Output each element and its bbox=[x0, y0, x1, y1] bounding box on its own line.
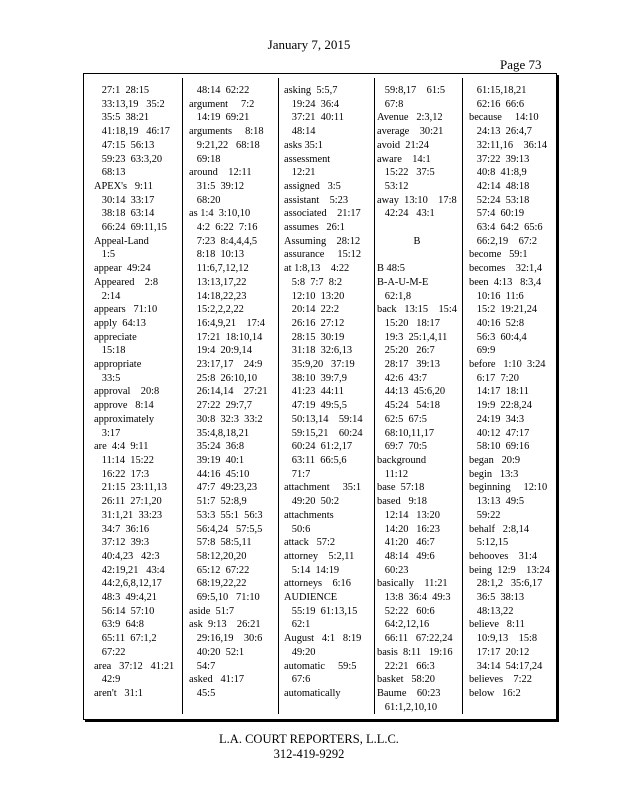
index-entry-line: 44:16 45:10 bbox=[189, 468, 250, 480]
index-entry-line: B-A-U-M-E bbox=[377, 276, 429, 288]
index-entry-line: Avenue 2:3,12 bbox=[377, 112, 443, 124]
index-entry-line: 59:22 bbox=[469, 509, 501, 521]
index-entry-line: Appeared 2:8 bbox=[94, 276, 159, 288]
index-entry-line: 19:3 25:1,4,11 bbox=[377, 331, 448, 343]
index-entry-line: 67:22 bbox=[94, 646, 126, 658]
index-entry-line: 17:21 18:10,14 bbox=[189, 331, 263, 343]
index-entry-line: 35:9,20 37:19 bbox=[284, 359, 355, 371]
index-entry-line: 68:13 bbox=[94, 167, 126, 179]
index-entry-line: 4:2 6:22 7:16 bbox=[189, 222, 258, 234]
index-entry-line: 65:12 67:22 bbox=[189, 564, 250, 576]
index-entry-line: B 48:5 bbox=[377, 263, 406, 275]
index-entry-line: 13:8 36:4 49:3 bbox=[377, 592, 451, 604]
index-entry-line: attorneys 6:16 bbox=[284, 578, 351, 590]
index-entry-line: 69:7 70:5 bbox=[377, 441, 427, 453]
index-entry-line: 44:13 45:6,20 bbox=[377, 386, 446, 398]
footer bbox=[0, 732, 618, 762]
index-entry-line: 14:20 16:23 bbox=[377, 523, 440, 535]
index-entry-line: 36:5 38:13 bbox=[469, 592, 525, 604]
index-entry-line: been 4:13 8:3,4 bbox=[469, 276, 542, 288]
index-entry-line: APEX's 9:11 bbox=[94, 180, 153, 192]
index-entry-line: asked 41:17 bbox=[189, 674, 245, 686]
index-entry-line: begin 13:3 bbox=[469, 468, 519, 480]
index-entry-line: 52:24 53:18 bbox=[469, 194, 530, 206]
court-reporter-phone: 312-419-9292 bbox=[273, 747, 345, 761]
index-entry-line: are 4:4 9:11 bbox=[94, 441, 149, 453]
index-entry-line: 15:2 19:21,24 bbox=[469, 304, 538, 316]
index-entry-line: asks 35:1 bbox=[284, 139, 323, 151]
index-entry-line: 12:10 13:20 bbox=[284, 290, 345, 302]
index-entry-line: base 57:18 bbox=[377, 482, 425, 494]
index-entry-line: 35:5 38:21 bbox=[94, 112, 150, 124]
index-entry-line: aren't 31:1 bbox=[94, 687, 143, 699]
index-entry-line: 49:20 bbox=[284, 646, 316, 658]
index-entry-line: 19:4 20:9,14 bbox=[189, 345, 252, 357]
index-entry-line: behooves 31:4 bbox=[469, 550, 538, 562]
index-entry-line: 26:11 27:1,20 bbox=[94, 496, 162, 508]
index-entry-line: 40:12 47:17 bbox=[469, 427, 530, 439]
index-entry-line: 48:14 49:6 bbox=[377, 550, 435, 562]
index-entry-line: 59:23 63:3,20 bbox=[94, 153, 163, 165]
index-entry-line: 15:22 37:5 bbox=[377, 167, 435, 179]
index-entry-line: 68:20 bbox=[189, 194, 221, 206]
index-entry-line: Baume 60:23 bbox=[377, 687, 441, 699]
index-entry-line: based 9:18 bbox=[377, 496, 427, 508]
index-entry-line: as 1:4 3:10,10 bbox=[189, 208, 251, 220]
index-entry-line: 24:13 26:4,7 bbox=[469, 126, 532, 138]
column-divider bbox=[374, 78, 375, 714]
index-entry-line: 63:11 66:5,6 bbox=[284, 454, 347, 466]
index-entry-line: believes 7:22 bbox=[469, 674, 532, 686]
index-entry-line: 28:17 39:13 bbox=[377, 359, 440, 371]
index-entry-line: assessment bbox=[284, 153, 331, 165]
index-entry-line: 69:9 bbox=[469, 345, 496, 357]
index-entry-line: automatically bbox=[284, 687, 341, 699]
index-entry-line: becomes 32:1,4 bbox=[469, 263, 543, 275]
index-entry-line: 35:4,8,18,21 bbox=[189, 427, 250, 439]
index-entry-line: Assuming 28:12 bbox=[284, 235, 361, 247]
index-entry-line: below 16:2 bbox=[469, 687, 521, 699]
index-entry-line: before 1:10 3:24 bbox=[469, 359, 546, 371]
index-entry-line: 16:22 17:3 bbox=[94, 468, 150, 480]
index-entry-line: believe 8:11 bbox=[469, 619, 525, 631]
index-entry-line: 49:20 50:2 bbox=[284, 496, 340, 508]
index-entry-line: 10:16 11:6 bbox=[469, 290, 524, 302]
index-entry-line: 48:14 bbox=[284, 126, 316, 138]
index-column-4 bbox=[377, 84, 457, 713]
index-entry-line: 69:5,10 71:10 bbox=[189, 592, 260, 604]
index-entry-line: 26:14,14 27:21 bbox=[189, 386, 268, 398]
index-entry-line: 33:13,19 35:2 bbox=[94, 98, 165, 110]
index-entry-line: 45:24 54:18 bbox=[377, 400, 440, 412]
index-entry-line: 11:14 15:22 bbox=[94, 454, 154, 466]
index-entry-line: 10:9,13 15:8 bbox=[469, 633, 538, 645]
index-entry-line: 37:22 39:13 bbox=[469, 153, 530, 165]
index-entry-line: 55:19 61:13,15 bbox=[284, 605, 358, 617]
index-entry-line: 57:4 60:19 bbox=[469, 208, 525, 220]
index-entry-line: 69:18 bbox=[189, 153, 221, 165]
index-entry-line: associated 21:17 bbox=[284, 208, 361, 220]
index-entry-line: 16:4,9,21 17:4 bbox=[189, 317, 265, 329]
index-entry-line: 2:14 bbox=[94, 290, 121, 302]
index-entry-line: 56:4,24 57:5,5 bbox=[189, 523, 263, 535]
index-entry-line: 48:14 62:22 bbox=[189, 85, 250, 96]
index-entry-line: 59:15,21 60:24 bbox=[284, 427, 363, 439]
index-entry-line: become 59:1 bbox=[469, 249, 528, 261]
index-entry-line: 52:22 60:6 bbox=[377, 605, 435, 617]
index-entry-line: 42:24 43:1 bbox=[377, 208, 435, 220]
page-number: Page 73 bbox=[500, 57, 542, 72]
index-entry-line: 51:7 52:8,9 bbox=[189, 496, 247, 508]
index-entry-line: apply 64:13 bbox=[94, 317, 146, 329]
index-entry-line: 34:7 36:16 bbox=[94, 523, 150, 535]
index-entry-line: 41:23 44:11 bbox=[284, 386, 344, 398]
index-entry-line: AUDIENCE bbox=[284, 592, 338, 604]
index-entry-line: 15:18 bbox=[94, 345, 126, 357]
index-entry-line: 56:14 57:10 bbox=[94, 605, 155, 617]
index-entry-line: approve 8:14 bbox=[94, 400, 154, 412]
index-entry-line: 42:6 43:7 bbox=[377, 372, 427, 384]
index-entry-line: 67:6 bbox=[284, 674, 311, 686]
index-entry-line: 34:14 54:17,24 bbox=[469, 660, 543, 672]
index-entry-line: appropriate bbox=[94, 359, 142, 371]
index-entry-line: because 14:10 bbox=[469, 112, 539, 124]
index-entry-line: 65:11 67:1,2 bbox=[94, 633, 157, 645]
index-entry-line: attachments bbox=[284, 509, 334, 521]
index-entry-line: 42:19,21 43:4 bbox=[94, 564, 165, 576]
index-entry-line: 39:19 40:1 bbox=[189, 454, 245, 466]
index-entry-line: 66:2,19 67:2 bbox=[469, 235, 538, 247]
index-entry-line: 30:14 33:17 bbox=[94, 194, 155, 206]
index-entry-line: 31:1,21 33:23 bbox=[94, 509, 163, 521]
index-entry-line: 12:21 bbox=[284, 167, 316, 179]
index-entry-line: 63:9 64:8 bbox=[94, 619, 144, 631]
index-entry-line: argument 7:2 bbox=[189, 98, 255, 110]
index-entry-line: 33:5 bbox=[94, 372, 121, 384]
index-entry-line: at 1:8,13 4:22 bbox=[284, 263, 350, 275]
index-entry-line: 12:14 13:20 bbox=[377, 509, 440, 521]
index-entry-line: 61:1,2,10,10 bbox=[377, 701, 438, 713]
index-entry-line: attack 57:2 bbox=[284, 537, 336, 549]
index-entry-line: 71:7 bbox=[284, 468, 311, 480]
index-entry-line: 50:6 bbox=[284, 523, 311, 535]
index-entry-line: appear 49:24 bbox=[94, 263, 151, 275]
column-divider bbox=[182, 78, 183, 714]
index-entry-line: 62:1 bbox=[284, 619, 311, 631]
index-column-2 bbox=[189, 84, 268, 709]
index-entry-line: 15:20 18:17 bbox=[377, 317, 440, 329]
index-entry-line: 62:1,8 bbox=[377, 290, 412, 302]
index-entry-line: assigned 3:5 bbox=[284, 180, 341, 192]
column-divider bbox=[278, 78, 279, 714]
index-entry-line: 60:23 bbox=[377, 564, 409, 576]
index-entry-line: 50:13,14 59:14 bbox=[284, 413, 363, 425]
index-entry-line: 23:17,17 24:9 bbox=[189, 359, 263, 371]
index-entry-line: 5:14 14:19 bbox=[284, 564, 340, 576]
index-entry-line: 47:15 56:13 bbox=[94, 139, 155, 151]
index-entry-line: 22:21 66:3 bbox=[377, 660, 435, 672]
index-entry-line: 44:2,6,8,12,17 bbox=[94, 578, 162, 590]
index-entry-line: 27:1 28:15 bbox=[94, 85, 150, 96]
index-entry-line: 48:3 49:4,21 bbox=[94, 592, 157, 604]
index-entry-line: 57:8 58:5,11 bbox=[189, 537, 252, 549]
index-entry-line: appreciate bbox=[94, 331, 137, 343]
index-entry-line: basket 58:20 bbox=[377, 674, 436, 686]
index-entry-line: 1:5 bbox=[94, 249, 116, 261]
index-entry-line: 29:16,19 30:6 bbox=[189, 633, 263, 645]
index-entry-line: back 13:15 15:4 bbox=[377, 304, 457, 316]
index-column-5 bbox=[469, 84, 550, 709]
index-entry-line: 40:4,23 42:3 bbox=[94, 550, 160, 562]
index-entry-line: ask 9:13 26:21 bbox=[189, 619, 261, 631]
index-entry-line: background bbox=[377, 454, 427, 466]
index-entry-line: 27:22 29:7,7 bbox=[189, 400, 252, 412]
index-entry-line: 37:12 39:3 bbox=[94, 537, 150, 549]
index-entry-line: 64:2,12,16 bbox=[377, 619, 430, 631]
index-entry-line: August 4:1 8:19 bbox=[284, 633, 362, 645]
index-entry-line: Appeal-Land bbox=[94, 235, 149, 247]
index-entry-line: behalf 2:8,14 bbox=[469, 523, 530, 535]
index-entry-line: 5:12,15 bbox=[469, 537, 509, 549]
index-entry-line: 14:17 18:11 bbox=[469, 386, 529, 398]
index-entry-line: 24:19 34:3 bbox=[469, 413, 525, 425]
index-entry-line: 58:10 69:16 bbox=[469, 441, 530, 453]
letter-section-heading: B bbox=[413, 235, 421, 247]
index-entry-line: attorney 5:2,11 bbox=[284, 550, 355, 562]
index-entry-line: 68:10,11,17 bbox=[377, 427, 435, 439]
index-entry-line: 32:11,16 36:14 bbox=[469, 139, 548, 151]
index-entry-line: 58:12,20,20 bbox=[189, 550, 247, 562]
index-entry-line: being 12:9 13:24 bbox=[469, 564, 550, 576]
index-entry-line bbox=[377, 221, 457, 235]
index-entry-line: avoid 21:24 bbox=[377, 139, 429, 151]
index-entry-line: approximately bbox=[94, 413, 155, 425]
index-entry-line: 62:16 66:6 bbox=[469, 98, 525, 110]
index-entry-line: 41:18,19 46:17 bbox=[94, 126, 170, 138]
index-entry-line: 11:12 bbox=[377, 468, 409, 480]
index-entry-line: 53:3 55:1 56:3 bbox=[189, 509, 263, 521]
index-entry-line: 42:14 48:18 bbox=[469, 180, 530, 192]
index-entry-line: 28:15 30:19 bbox=[284, 331, 345, 343]
index-entry-line: 35:24 36:8 bbox=[189, 441, 245, 453]
index-entry-line: asking 5:5,7 bbox=[284, 85, 338, 96]
index-entry-line: 37:21 40:11 bbox=[284, 112, 344, 124]
column-divider bbox=[462, 78, 463, 714]
index-entry-line: 6:17 7:20 bbox=[469, 372, 519, 384]
index-entry-line: 13:13,17,22 bbox=[189, 276, 247, 288]
index-entry-line: 63:4 64:2 65:6 bbox=[469, 222, 543, 234]
index-entry-line: 15:2,2,2,22 bbox=[189, 304, 244, 316]
index-entry-line: 28:1,2 35:6,17 bbox=[469, 578, 543, 590]
index-entry-line: away 13:10 17:8 bbox=[377, 194, 457, 206]
index-entry-line: arguments 8:18 bbox=[189, 126, 264, 138]
index-columns bbox=[84, 84, 556, 719]
index-entry-line: 66:11 67:22,24 bbox=[377, 633, 453, 645]
index-entry-line: 19:24 36:4 bbox=[284, 98, 340, 110]
index-entry-line: assurance 15:12 bbox=[284, 249, 362, 261]
index-entry-line: 3:17 bbox=[94, 427, 121, 439]
index-entry-line: 31:5 39:12 bbox=[189, 180, 245, 192]
index-entry-line: 13:13 49:5 bbox=[469, 496, 525, 508]
index-entry-line: 40:20 52:1 bbox=[189, 646, 245, 658]
index-entry-line: area 37:12 41:21 bbox=[94, 660, 175, 672]
index-entry-line: aside 51:7 bbox=[189, 605, 235, 617]
index-entry-line: assumes 26:1 bbox=[284, 222, 345, 234]
index-entry-line: 53:12 bbox=[377, 180, 409, 192]
index-entry-line: 68:19,22,22 bbox=[189, 578, 247, 590]
court-reporter-name: L.A. COURT REPORTERS, L.L.C. bbox=[219, 732, 399, 746]
index-entry-line: 45:5 bbox=[189, 687, 216, 699]
index-entry-line: 21:15 23:11,13 bbox=[94, 482, 167, 494]
index-entry-line: 25:20 26:7 bbox=[377, 345, 435, 357]
index-entry-line: 61:15,18,21 bbox=[469, 85, 527, 96]
index-entry-line: 67:8 bbox=[377, 98, 404, 110]
index-entry-line: beginning 12:10 bbox=[469, 482, 548, 494]
index-entry-line: 14:19 69:21 bbox=[189, 112, 250, 124]
index-entry-line: average 30:21 bbox=[377, 126, 444, 138]
index-entry-line: began 20:9 bbox=[469, 454, 521, 466]
index-entry-line: 41:20 46:7 bbox=[377, 537, 435, 549]
index-entry-line: 38:18 63:14 bbox=[94, 208, 155, 220]
date-header: January 7, 2015 bbox=[267, 37, 351, 52]
index-entry-line: 31:18 32:6,13 bbox=[284, 345, 353, 357]
index-entry-line: 56:3 60:4,4 bbox=[469, 331, 527, 343]
index-entry-line: basically 11:21 bbox=[377, 578, 448, 590]
index-entry-line: 42:9 bbox=[94, 674, 121, 686]
index-entry-line: 11:6,7,12,12 bbox=[189, 263, 249, 275]
index-frame bbox=[83, 73, 557, 720]
index-entry-line: 60:24 61:2,17 bbox=[284, 441, 353, 453]
index-entry-line: basis 8:11 19:16 bbox=[377, 646, 453, 658]
index-entry-line: 26:16 27:12 bbox=[284, 317, 345, 329]
index-entry-line: 7:23 8:4,4,4,5 bbox=[189, 235, 258, 247]
index-entry-line: 17:17 20:12 bbox=[469, 646, 530, 658]
index-entry-line: 47:7 49:23,23 bbox=[189, 482, 258, 494]
index-column-3 bbox=[284, 84, 363, 709]
index-entry-line: 8:18 10:13 bbox=[189, 249, 245, 261]
index-entry-line: approval 20:8 bbox=[94, 386, 160, 398]
index-entry-line: 25:8 26:10,10 bbox=[189, 372, 258, 384]
index-entry-line: around 12:11 bbox=[189, 167, 252, 179]
index-entry-line: attachment 35:1 bbox=[284, 482, 362, 494]
index-entry-line: 62:5 67:5 bbox=[377, 413, 427, 425]
index-entry-line: automatic 59:5 bbox=[284, 660, 357, 672]
index-entry-line: 40:8 41:8,9 bbox=[469, 167, 527, 179]
index-entry-line: 30:8 32:3 33:2 bbox=[189, 413, 263, 425]
index-entry-line: 38:10 39:7,9 bbox=[284, 372, 347, 384]
index-entry-line: 20:14 22:2 bbox=[284, 304, 340, 316]
index-entry-line: 40:16 52:8 bbox=[469, 317, 525, 329]
index-entry-line: appears 71:10 bbox=[94, 304, 158, 316]
index-entry-line: 66:24 69:11,15 bbox=[94, 222, 167, 234]
index-entry-line: assistant 5:23 bbox=[284, 194, 349, 206]
index-entry-line: 59:8,17 61:5 bbox=[377, 85, 446, 96]
index-entry-line: 5:8 7:7 8:2 bbox=[284, 276, 343, 288]
index-entry-line: 14:18,22,23 bbox=[189, 290, 247, 302]
index-entry-line: 54:7 bbox=[189, 660, 216, 672]
index-column-1 bbox=[94, 84, 174, 709]
index-entry-line: 48:13,22 bbox=[469, 605, 514, 617]
index-entry-line: aware 14:1 bbox=[377, 153, 431, 165]
index-entry-line: 9:21,22 68:18 bbox=[189, 139, 260, 151]
index-entry-line: 19:9 22:8,24 bbox=[469, 400, 532, 412]
index-entry-line: 47:19 49:5,5 bbox=[284, 400, 347, 412]
index-entry-line bbox=[377, 248, 457, 262]
